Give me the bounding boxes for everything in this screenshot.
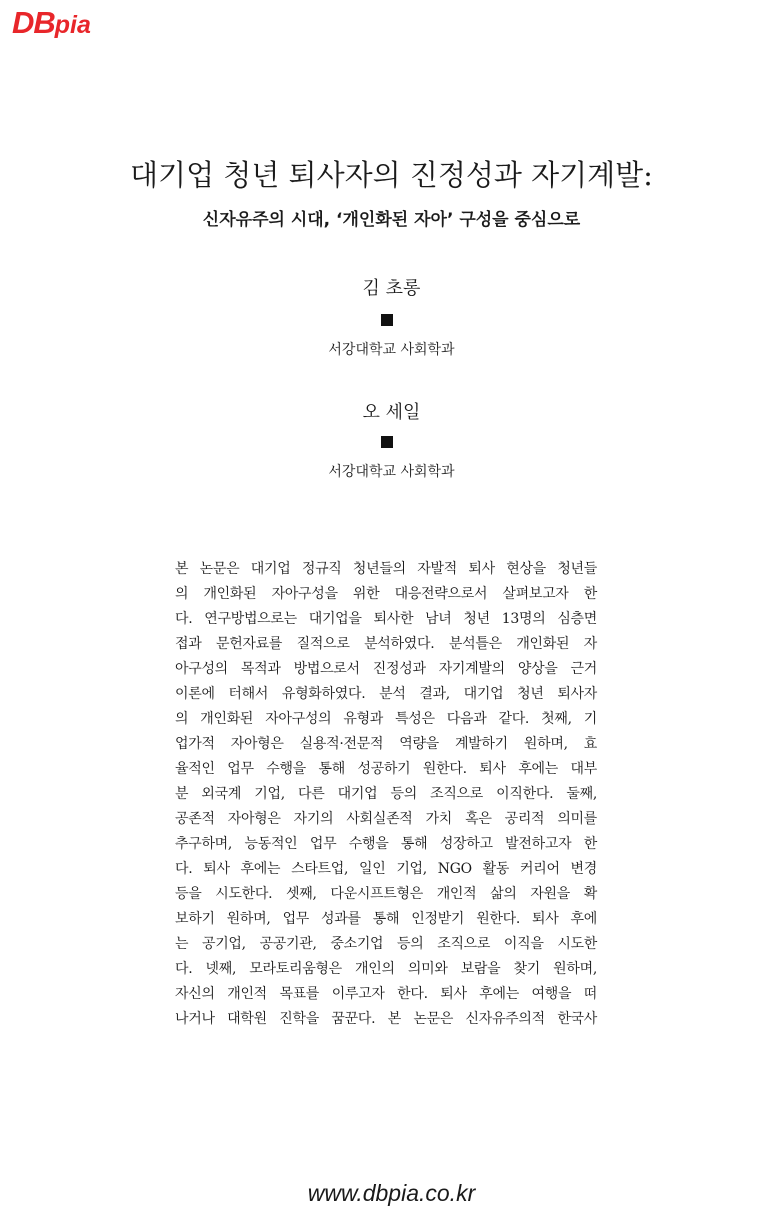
author-marker-1 bbox=[381, 314, 393, 326]
footer-url: www.dbpia.co.kr bbox=[307, 1180, 476, 1206]
abstract-line: 다. 퇴사 후에는 스타트업, 일인 기업, NGO 활동 커리어 변경 bbox=[175, 861, 597, 877]
author-affiliation-1: 서강대학교 사회학과 bbox=[328, 342, 455, 358]
abstract-line: 의 개인화된 자아구성을 위한 대응전략으로서 살펴보고자 한 bbox=[175, 586, 597, 602]
abstract-line: 이론에 터해서 유형화하였다. 분석 결과, 대기업 청년 퇴사자 bbox=[175, 686, 597, 702]
abstract-line: 다. 넷째, 모라토리움형은 개인의 의미와 보람을 찾기 원하며, bbox=[175, 961, 597, 977]
abstract-line: 접과 문헌자료를 질적으로 분석하였다. 분석틀은 개인화된 자 bbox=[175, 636, 597, 652]
logo-text-pia: pia bbox=[54, 11, 91, 39]
author-affiliation-2: 서강대학교 사회학과 bbox=[328, 464, 455, 480]
abstract-line: 는 공기업, 공공기관, 중소기업 등의 조직으로 이직을 시도한 bbox=[175, 936, 597, 952]
abstract-line: 본 논문은 대기업 정규직 청년들의 자발적 퇴사 현상을 청년들 bbox=[175, 561, 597, 577]
abstract-line: 의 개인화된 자아구성의 유형과 특성은 다음과 같다. 첫째, 기 bbox=[175, 711, 597, 727]
abstract-line: 분 외국계 기업, 다른 대기업 등의 조직으로 이직한다. 둘째, bbox=[175, 786, 597, 802]
paper-subtitle: 신자유주의 시대, ‘개인화된 자아’ 구성을 중심으로 bbox=[202, 210, 581, 230]
abstract-line: 업가적 자아형은 실용적·전문적 역량을 계발하기 원하며, 효 bbox=[175, 736, 597, 752]
abstract-line: 등을 시도한다. 셋째, 다운시프트형은 개인적 삶의 자원을 확 bbox=[175, 886, 597, 902]
abstract-line: 나거나 대학원 진학을 꿈꾼다. 본 논문은 신자유주의적 한국사 bbox=[175, 1011, 597, 1027]
abstract-line: 공존적 자아형은 자기의 사회실존적 가치 혹은 공리적 의미를 bbox=[175, 811, 597, 827]
abstract-line: 다. 연구방법으로는 대기업을 퇴사한 남녀 청년 13명의 심층면 bbox=[175, 611, 597, 627]
author-marker-2 bbox=[381, 436, 393, 448]
abstract-line: 추구하며, 능동적인 업무 수행을 통해 성장하고 발전하고자 한 bbox=[175, 836, 597, 852]
abstract-line: 보하기 원하며, 업무 성과를 통해 인정받기 원한다. 퇴사 후에 bbox=[175, 911, 597, 927]
paper-title: 대기업 청년 퇴사자의 진정성과 자기계발: bbox=[130, 158, 653, 192]
dbpia-logo bbox=[12, 6, 172, 40]
abstract-line: 아구성의 목적과 방법으로서 진정성과 자기계발의 양상을 근거 bbox=[175, 661, 597, 677]
abstract-line: 자신의 개인적 목표를 이루고자 한다. 퇴사 후에는 여행을 떠 bbox=[175, 986, 597, 1002]
author-name-2: 오 세일 bbox=[362, 402, 421, 423]
abstract-body bbox=[175, 557, 597, 1032]
author-name-1: 김 초롱 bbox=[362, 278, 421, 299]
logo-text-db: DB bbox=[12, 5, 55, 40]
abstract-line: 율적인 업무 수행을 통해 성공하기 원한다. 퇴사 후에는 대부 bbox=[175, 761, 597, 777]
